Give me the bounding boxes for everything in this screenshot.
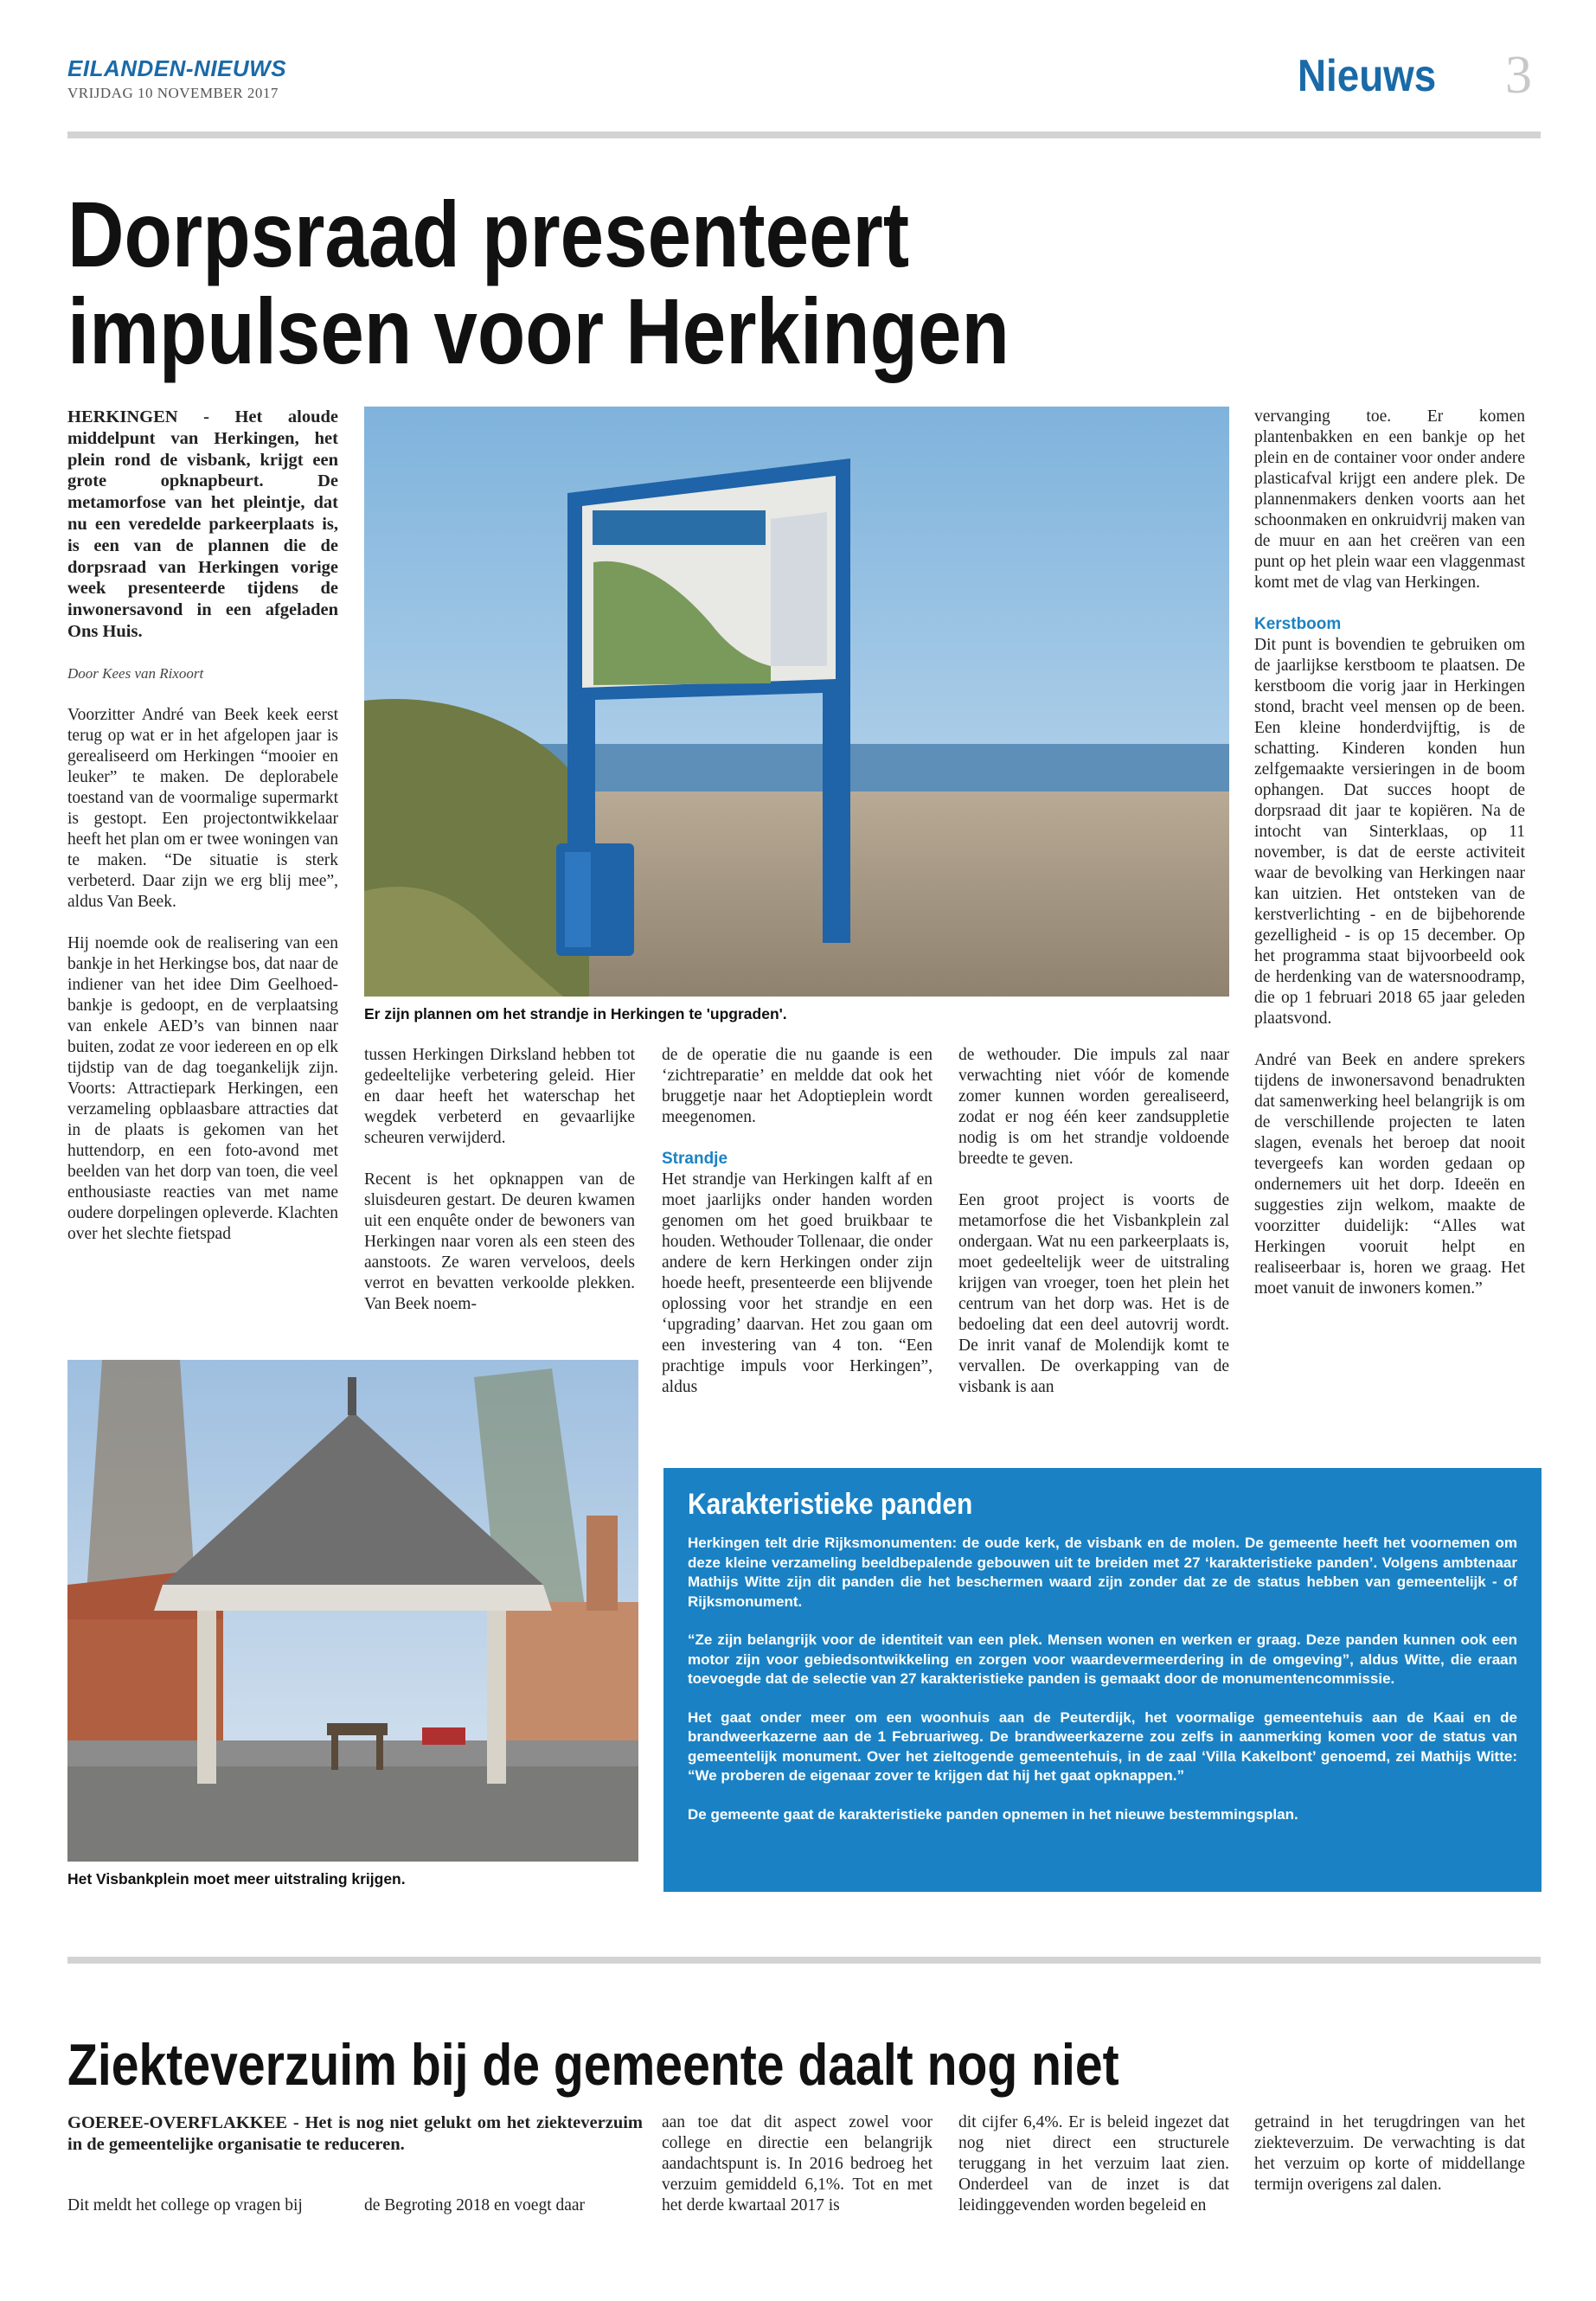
visbank-photo (67, 1360, 638, 1862)
article1-column-2 (364, 1045, 635, 1315)
paragraph: Het strandje van Herkingen kalft af en moet jaarlijks onder handen worden genomen om het goed bruikbaar te houden. Wethouder Tollenaar, die onder andere de kern Herkingen onder zijn hoede heeft, presenteerde een blijvende oplossing voor het strandje en een ‘upgrading’ daarvan. Het zou gaan om een investering van 4 ton. “Een prachtige impuls voor Herkingen”, aldus (662, 1170, 933, 1396)
visbank-photo-image (67, 1360, 638, 1862)
byline: Door Kees van Rixoort (67, 664, 204, 682)
headline-line: Dorpsraad presenteert (67, 182, 910, 286)
article1-column-3 (662, 1045, 933, 1398)
infobox-paragraph: Herkingen telt drie Rijksmonumenten: de oude kerk, de visbank en de molen. De gemeente heeft het voornemen om deze kleine verzameling beeldbepalende gebouwen uit te breiden met 27 ‘karakteristieke panden’. Volgens ambtenaar Mathijs Witte zijn dit panden die het beschermen waard zijn zonder dat ze de status hebben van gemeentelijk - of Rijksmonument. (688, 1535, 1517, 1610)
article1-intro: HERKINGEN - Het aloude middelpunt van Herkingen, het plein rond de visbank, krijgt een grote opknapbeurt. De metamorfose van het pleintje, dat nu een veredelde parkeerplaats is, is een van de plannen die de dorpsraad van Herkingen vorige week presenteerde tijdens de inwonersavond in een afgeladen Ons Huis. (67, 407, 338, 641)
article1-column-5 (1254, 407, 1525, 1299)
paragraph: Dit meldt het college op vragen bij (67, 2196, 303, 2214)
paragraph: dit cijfer 6,4%. Er is beleid ingezet dat nog niet direct een structurele teruggang in het verzuim laat zien. Onderdeel van de inzet is dat leidinggevenden worden begeleid en (958, 2113, 1229, 2214)
paragraph: Voorzitter André van Beek keek eerst terug op wat er in het afgelopen jaar is gerealiseerd om Herkingen “mooier en leuker” te maken. De deplorabele toestand van de voormalige supermarkt is gestopt. Een projectontwikkelaar heeft het plan om er twee woningen van te maken. “De situatie is sterk verbeterd. Daar zijn we erg blij mee”, aldus Van Beek. (67, 705, 338, 911)
paragraph: Hij noemde ook de realisering van een bankje in het Herkingse bos, dat naar de indiener van het idee Dim Geelhoed-bankje is gedoopt, en de verplaatsing van enkele AED’s van binnen naar buiten, zodat ze voor iedereen en op elk tijdstip van de dag toegankelijk zijn. Voorts: Attractiepark Herkingen, een verzameling opblaasbare attracties dat in de plaats is gekomen van het huttendorp, en een foto-avond met beelden van het dorp van toen, die veel enthousiaste reacties van met name oudere dorpelingen opleverde. Klachten over het slechte fietspad (67, 933, 338, 1243)
article2-column-1 (67, 2195, 338, 2216)
beach-photo (364, 407, 1229, 997)
paragraph: André van Beek en andere sprekers tijdens de inwonersavond benadrukten dat samenwerking heel belangrijk is om de verschillende projecten te laten slagen, evenals het beroep dat nooit tevergeefs kan worden gedaan op ondernemers uit het dorp. Ideeën en suggesties zijn welkom, maakte de voorzitter duidelijk: “Alles wat Herkingen vooruit helpt en realiseerbaar is, horen we graag. Het moet vanuit de inwoners komen.” (1254, 1051, 1525, 1298)
article2-column-2 (364, 2195, 635, 2216)
paragraph: Recent is het opknappen van de sluisdeuren gestart. De deuren kwamen uit een enquête onder de bewoners van Herkingen naar voren als een steen des aanstoots. Ze waren verveloos, deels verrot en bevatten verkoolde plekken. Van Beek noem- (364, 1170, 635, 1313)
infobox-karakteristieke-panden (663, 1468, 1542, 1892)
paragraph: Dit punt is bovendien te gebruiken om de jaarlijkse kerstboom te plaatsen. De kerstboom die vorig jaar in Herkingen stond, bracht veel mensen op de been. Een kleine honderdvijftig, is de schatting. Kinderen konden hun zelfgemaakte versieringen in de boom ophangen. Dat succes hoopt de dorpsraad dit jaar te kopiëren. Na de intocht van Sinterklaas, op 11 november, is dat de eerste activiteit waar de bevolking van Herkingen naar kan uitzien. Het ontsteken van de kerstverlichting - en de bijbehorende gezelligheid - is op 15 december. Op het programma staat bijvoorbeeld ook de herdenking van de watersnoodramp, die op 1 februari 2018 65 jaar geleden plaatsvond. (1254, 636, 1525, 1028)
article2-column-5 (1254, 2112, 1525, 2195)
infobox-paragraph: De gemeente gaat de karakteristieke panden opnemen in het nieuwe bestemmingsplan. (688, 1805, 1298, 1823)
article2-column-3 (662, 2112, 933, 2216)
article1-column-1 (67, 407, 338, 1245)
paragraph: de wethouder. Die impuls zal naar verwachting niet vóór de komende zomer kunnen worden gerealiseerd, zodat er nog één keer zandsuppletie nodig is om het strandje voldoende breedte te geven. (958, 1046, 1229, 1168)
section-name: Nieuws (1298, 51, 1437, 101)
article2-column-4 (958, 2112, 1229, 2216)
paper-name: EILANDEN-NIEUWS (67, 55, 287, 81)
visbank-photo-caption: Het Visbankplein moet meer uitstraling krijgen. (67, 1870, 406, 1888)
paragraph: de de operatie die nu gaande is een ‘zichtreparatie’ en meldde dat ook het bruggetje naar het Adoptieplein wordt meegenomen. (662, 1046, 933, 1126)
beach-photo-caption: Er zijn plannen om het strandje in Herkingen te 'upgraden'. (364, 1005, 787, 1022)
article1-headline (67, 182, 1010, 383)
paragraph: getraind in het terugdringen van het ziekteverzuim. De verwachting is dat het verzuim op korte of middellange termijn overigens zal dalen. (1254, 2113, 1525, 2194)
article2-headline: Ziekteverzuim bij de gemeente daalt nog niet (67, 2032, 1119, 2098)
subhead-strandje: Strandje (662, 1150, 728, 1168)
paragraph: vervanging toe. Er komen plantenbakken en een bankje op het plein en de container voor onder andere plasticafval krijgt een andere plek. De plannenmakers denken voorts aan het schoonmaken en onkruidvrij maken van de muur en aan het creëren van een punt op het plein waar een vlaggenmast komt met de vlag van Herkingen. (1254, 407, 1525, 592)
infobox-paragraph: “Ze zijn belangrijk voor de identiteit van een plek. Mensen wonen en werken er graag. Deze panden kunnen ook een motor zijn voor gebiedsontwikkeling en zorgen voor waardevermeerdering in de omgeving”, aldus Witte, die eraan toevoegde dat de selectie van 27 karakteristieke panden is gemaakt door de monumentencommissie. (688, 1631, 1517, 1687)
paragraph: Een groot project is voorts de metamorfose die het Visbankplein zal ondergaan. Wat nu een parkeerplaats is, moet gedeeltelijk weer de uitstraling krijgen van vroeger, toen het plein het centrum van het dorp was. Het is de bedoeling dat een deel autovrij wordt. De inrit vanaf de Molendijk komt te vervallen. De overkapping van de visbank is aan (958, 1191, 1229, 1396)
article2-intro-block (67, 2112, 643, 2156)
article1-column-4 (958, 1045, 1229, 1398)
top-rule (67, 131, 1541, 138)
infobox-paragraph: Het gaat onder meer om een woonhuis aan de Peuterdijk, het voormalige gemeentehuis aan de Kaai en de brandweerkazerne aan de 1 Februariweg. De brandweerkazerne zou zelfs in aanmerking komen voor de status van gemeentelijk monument. Over het zieltogende gemeentehuis, in de zaal ‘Villa Kakelbont’ genoemd, zei Mathijs Witte: “We proberen de eigenaar zover te krijgen dat hij het gaat opknappen.” (688, 1708, 1517, 1784)
issue-date: VRIJDAG 10 NOVEMBER 2017 (67, 85, 279, 101)
article2-intro: GOEREE-OVERFLAKKEE - Het is nog niet gelukt om het ziekteverzuim in de gemeentelijke organisatie te reduceren. (67, 2113, 643, 2154)
subhead-kerstboom: Kerstboom (1254, 615, 1342, 633)
infobox-title: Karakteristieke panden (688, 1488, 973, 1521)
paragraph: de Begroting 2018 en voegt daar (364, 2196, 586, 2214)
headline-line: impulsen voor Herkingen (67, 279, 1010, 383)
paragraph: aan toe dat dit aspect zowel voor college en directie een belangrijk aandachtspunt is. In 2016 bedroeg het verzuim gemiddeld 6,1%. Tot en met het derde kwartaal 2017 is (662, 2113, 933, 2214)
beach-photo-image (364, 407, 1229, 997)
section-rule (67, 1957, 1541, 1964)
page-number: 3 (1505, 46, 1532, 105)
paragraph: tussen Herkingen Dirksland hebben tot gedeeltelijke verbetering geleid. Hier en daar heeft het waterschap het wegdek verbeterd en gevaarlijke scheuren verwijderd. (364, 1046, 635, 1147)
